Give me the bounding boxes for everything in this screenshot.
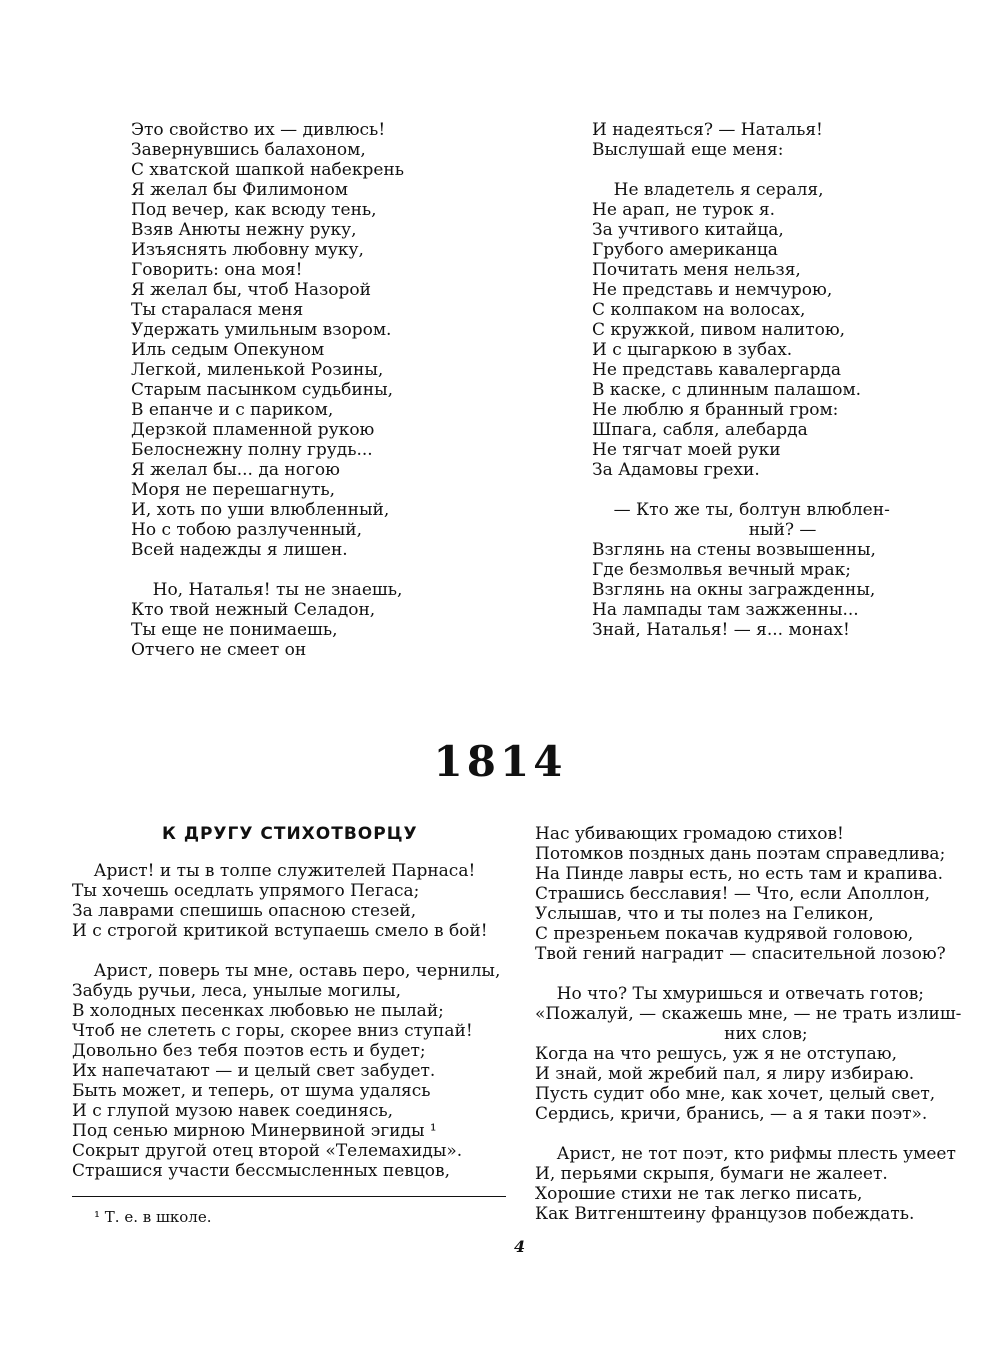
verse-line: Это свойство их — дивлюсь! [131,120,386,140]
verse-line: Довольно без тебя поэтов есть и будет; [72,1041,426,1061]
verse-line: Но с тобою разлученный, [131,520,363,540]
verse-line: За учтивого китайца, [592,220,784,240]
verse-line: И надеяться? — Наталья! [592,120,823,140]
verse-line: Арист! и ты в толпе служителей Парнаса! [72,861,476,881]
verse-line: Страшись бесславия! — Что, если Аполлон, [535,884,930,904]
verse-line: Твой гений наградит — спасительной лозою? [535,944,946,964]
verse-line: Взглянь на стены возвышенны, [592,540,876,560]
verse-line: Легкой, миленькой Розины, [131,360,384,380]
verse-line: Где безмолвья вечный мрак; [592,560,852,580]
verse-line: Шпага, сабля, алебарда [592,420,808,440]
verse-line: И знай, мой жребий пал, я лиру избираю. [535,1064,915,1084]
footnote: ¹ Т. е. в школе. [94,1208,212,1226]
verse-line: Но, Наталья! ты не знаешь, [131,580,403,600]
verse-line: Пусть судит обо мне, как хочет, целый свет, [535,1084,936,1104]
verse-line: Не тягчат моей руки [592,440,781,460]
footnote-divider [72,1196,506,1197]
stanza-gap [131,560,404,580]
verse-line: Не люблю я бранный гром: [592,400,839,420]
verse-line: Арист, поверь ты мне, оставь перо, чернилы, [72,961,501,981]
verse-line: Забудь ручьи, леса, унылые могилы, [72,981,402,1001]
verse-line: С колпаком на волосах, [592,300,806,320]
verse-line: Я желал бы, чтоб Назорой [131,280,371,300]
verse-line: В епанче и с париком, [131,400,334,420]
poem-title: К ДРУГУ СТИХОТВОРЦУ [162,824,418,844]
verse-line: Страшися участи бессмысленных певцов, [72,1161,451,1181]
verse-line: И, хоть по уши влюбленный, [131,500,390,520]
verse-line: Арист, не тот поэт, кто рифмы плесть умеет [535,1144,956,1164]
verse-line: Белоснежну полну грудь... [131,440,373,460]
verse-line: Старым пасынком судьбины, [131,380,393,400]
verse-line: Нас убивающих громадою стихов! [535,824,844,844]
verse-line: Ты еще не понимаешь, [131,620,338,640]
verse-line: В каске, с длинным палашом. [592,380,862,400]
verse-line: Иль седым Опекуном [131,340,325,360]
verse-line: Хорошие стихи не так легко писать, [535,1184,863,1204]
verse-line: В холодных песенках любовью не пылай; [72,1001,444,1021]
stanza-gap [592,480,890,500]
stanza-gap [592,160,890,180]
verse-line: Но что? Ты хмуришься и отвечать готов; [535,984,925,1004]
verse-line: Взглянь на окны загражденны, [592,580,876,600]
verse-line: Чтоб не слететь с горы, скорее вниз ступай! [72,1021,473,1041]
verse-line: Ты хочешь оседлать упрямого Пегаса; [72,881,420,901]
verse-line: Не владетель я сераля, [592,180,824,200]
verse-line: Кто твой нежный Селадон, [131,600,376,620]
verse-line: И с строгой критикой вступаешь смело в бой! [72,921,488,941]
poem1-right-column [592,120,890,640]
verse-line: Их напечатают — и целый свет забудет. [72,1061,436,1081]
year-heading: 1814 [433,737,567,786]
verse-line: Завернувшись балахоном, [131,140,366,160]
verse-line: Потомков поздных дань поэтам справедлива; [535,844,946,864]
verse-line: них слов; [535,1024,808,1044]
verse-line: Не представь и немчурою, [592,280,833,300]
verse-line: Ты старалася меня [131,300,304,320]
verse-line: — Кто же ты, болтун влюблен- [592,500,890,520]
verse-line: ный? — [592,520,817,540]
verse-line: И, перьями скрыпя, бумаги не жалеет. [535,1164,888,1184]
verse-line: И с глупой музою навек соединясь, [72,1101,394,1121]
verse-line: Не арап, не турок я. [592,200,776,220]
verse-line: За лаврами спешишь опасною стезей, [72,901,417,921]
verse-line: С хватской шапкой набекрень [131,160,405,180]
verse-line: Грубого американца [592,240,778,260]
verse-line: Сокрыт другой отец второй «Телемахиды». [72,1141,463,1161]
verse-line: Изъяснять любовну муку, [131,240,364,260]
poem2-left-column [72,861,500,1181]
verse-line: Дерзкой пламенной рукою [131,420,375,440]
stanza-gap [535,1124,961,1144]
verse-line: Отчего не смеет он [131,640,307,660]
poem2-right-column [535,824,961,1224]
verse-line: Удержать умильным взором. [131,320,392,340]
stanza-gap [535,964,961,984]
verse-line: Услышав, что и ты полез на Геликон, [535,904,874,924]
verse-line: На Пинде лавры есть, но есть там и крапива. [535,864,944,884]
verse-line: И с цыгаркою в зубах. [592,340,793,360]
verse-line: Под вечер, как всюду тень, [131,200,377,220]
verse-line: Сердись, кричи, бранись, — а я таки поэт». [535,1104,928,1124]
verse-line: С кружкой, пивом налитою, [592,320,846,340]
verse-line: Говорить: она моя! [131,260,303,280]
verse-line: Быть может, и теперь, от шума удалясь [72,1081,431,1101]
verse-line: Моря не перешагнуть, [131,480,336,500]
verse-line: Взяв Анюты нежну руку, [131,220,357,240]
verse-line: Всей надежды я лишен. [131,540,348,560]
verse-line: Я желал бы Филимоном [131,180,348,200]
stanza-gap [72,941,500,961]
verse-line: Знай, Наталья! — я... монах! [592,620,850,640]
verse-line: Почитать меня нельзя, [592,260,801,280]
verse-line: Выслушай еще меня: [592,140,784,160]
page-number: 4 [514,1237,526,1256]
verse-line: С презреньем покачав кудрявой головою, [535,924,914,944]
verse-line: Я желал бы... да ногою [131,460,340,480]
verse-line: Под сенью мирною Минервиной эгиды ¹ [72,1121,437,1141]
verse-line: Не представь кавалергарда [592,360,842,380]
verse-line: «Пожалуй, — скажешь мне, — не трать излиш- [535,1004,962,1024]
verse-line: Как Витгенштеину французов побеждать. [535,1204,915,1224]
verse-line: На лампады там зажженны... [592,600,859,620]
verse-line: Когда на что решусь, уж я не отступаю, [535,1044,897,1064]
poem1-left-column [131,120,404,660]
verse-line: За Адамовы грехи. [592,460,760,480]
